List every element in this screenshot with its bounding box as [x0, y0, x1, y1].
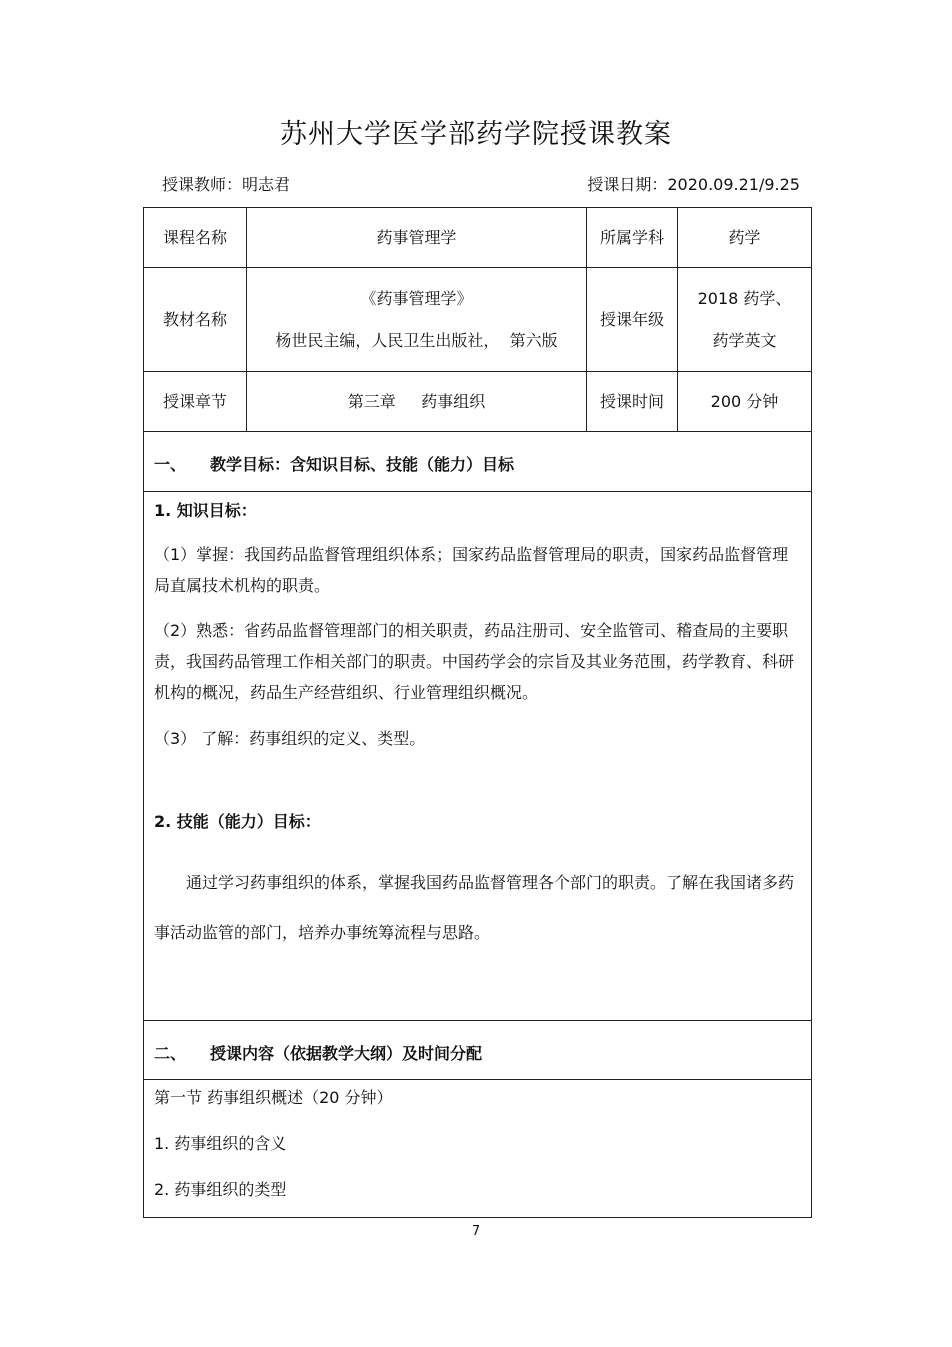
- content-item-3: 2. 药事组织的类型: [154, 1180, 287, 1199]
- knowledge-item-2: （2）熟悉：省药品监督管理部门的相关职责，药品注册司、安全监管司、稽查局的主要职责，我国药品管理工作相关部门的职责。中国药学会的宗旨及其业务范围，药学教育、科研机构的概况，药品生产经营组织、行业管理组织概况。: [154, 621, 795, 702]
- knowledge-heading: 1. 知识目标：: [154, 501, 257, 520]
- date-label: 授课日期：2020.09.21/9.25: [587, 175, 800, 194]
- grade-line-2: 药学英文: [712, 330, 777, 350]
- divider: [144, 1020, 811, 1021]
- skill-text: 通过学习药事组织的体系，掌握我国药品监督管理各个部门的职责。了解在我国诸多药事活动监管的部门，培养办事统筹流程与思路。: [154, 873, 795, 942]
- skill-heading: 2. 技能（能力）目标：: [154, 812, 321, 831]
- course-name-label: 课程名称: [162, 227, 227, 247]
- chapter-value: 第三章 药事组织: [347, 391, 486, 411]
- duration-label: 授课时间: [599, 391, 664, 411]
- discipline-value: 药学: [728, 227, 761, 247]
- textbook-detail: 杨世民主编，人民卫生出版社， 第六版: [275, 330, 558, 350]
- section-2-heading: [154, 1041, 482, 1064]
- lesson-plan-frame: [143, 207, 812, 1218]
- knowledge-item-1: （1）掌握：我国药品监督管理组织体系；国家药品监督管理局的职责，国家药品监督管理局直属技术机构的职责。: [154, 545, 789, 595]
- section-1-heading: [154, 452, 514, 475]
- grade-label: 授课年级: [599, 309, 664, 329]
- textbook-label: 教材名称: [162, 309, 227, 329]
- section-1-title: 教学目标：含知识目标、技能（能力）目标: [210, 455, 515, 474]
- divider: [144, 491, 811, 492]
- textbook-title: 《药事管理学》: [360, 288, 473, 308]
- teacher-label: 授课教师：明志君: [162, 175, 291, 194]
- content-item-1: 第一节 药事组织概述（20 分钟）: [154, 1088, 393, 1107]
- knowledge-item-3: （3） 了解：药事组织的定义、类型。: [154, 729, 426, 748]
- grade-line-1: 2018 药学、: [697, 288, 792, 308]
- course-name-value: 药事管理学: [376, 227, 457, 247]
- chapter-label: 授课章节: [162, 391, 227, 411]
- section-1-number: 一、: [154, 455, 187, 474]
- grade-value: [678, 268, 811, 371]
- section-2-number: 二、: [154, 1044, 187, 1063]
- section-2-title: 授课内容（依据教学大纲）及时间分配: [210, 1044, 483, 1063]
- document-title: 苏州大学医学部药学院授课教案: [280, 119, 672, 150]
- divider: [144, 431, 811, 432]
- discipline-label: 所属学科: [599, 227, 664, 247]
- duration-value: 200 分钟: [710, 391, 779, 411]
- content-item-2: 1. 药事组织的含义: [154, 1134, 287, 1153]
- page-number: 7: [471, 1224, 481, 1239]
- divider: [144, 1079, 811, 1080]
- textbook-value: [247, 268, 586, 371]
